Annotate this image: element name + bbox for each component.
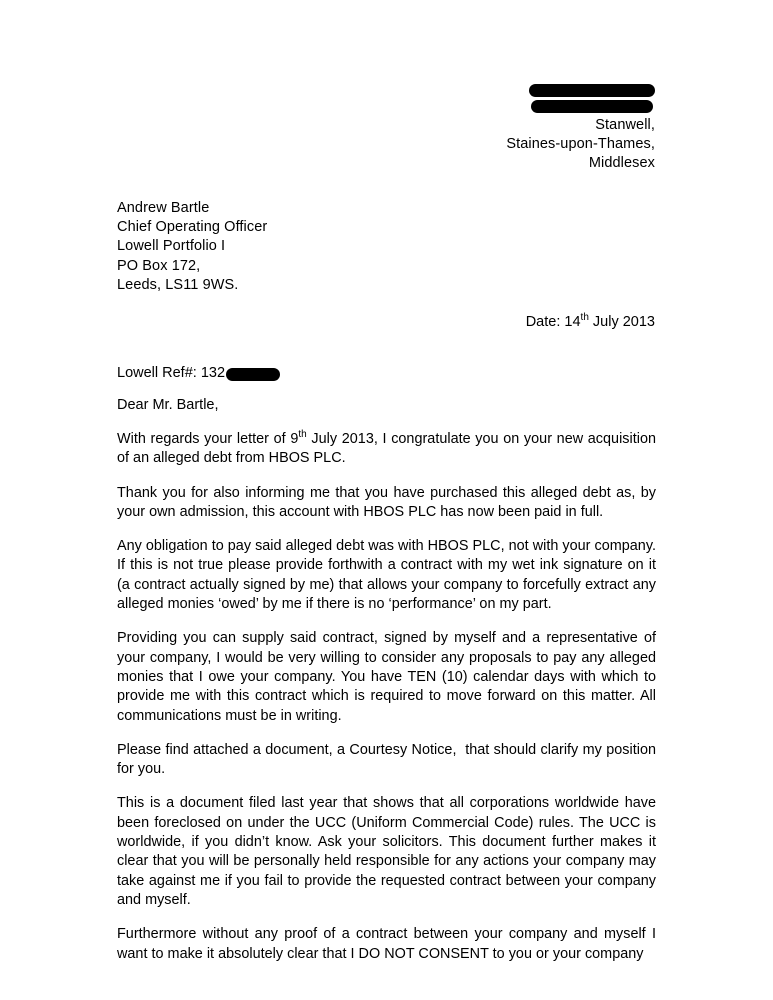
redaction-bar-sender-line-1 — [529, 84, 655, 97]
date-line — [117, 313, 655, 332]
sender-address-lines — [117, 116, 655, 173]
body-paragraph-ten-days: Providing you can supply said contract, signed by myself and a representative of your company, I would be very willing to consider any proposals to pay any alleged monies that I owe your company. You have TEN (10) calendar days with which to provide me with this contract which is required to move forward on this matter. All communications must be in writing. — [117, 630, 661, 724]
reference-visible-digits: 132 — [200, 365, 226, 381]
body-paragraph-courtesy-notice: Please find attached a document, a Courtesy Notice, that should clarify my position for you. — [117, 741, 661, 778]
date-month-year: July 2013 — [592, 314, 655, 330]
recipient-company: Lowell Portfolio I — [117, 238, 226, 255]
recipient-address-line: PO Box 172, — [117, 257, 201, 274]
body-paragraph-acquisition — [117, 429, 661, 469]
ordinal-suffix: th — [298, 429, 307, 441]
body-paragraph-ucc: This is a document filed last year that shows that all corporations worldwide have been foreclosed on under the UCC (Uniform Commercial Code) rules. The UCC is worldwide, if you didn’t know. Ask your solicitors. This document further makes it clear that you will be personally held responsible for any actions your company may take against me if you fail to provide the requested contract between your company and myself. — [117, 795, 661, 908]
body-paragraph-paid-in-full: Thank you for also informing me that you have purchased this alleged debt as, by your own admission, this account with HBOS PLC has now been paid in full. — [117, 484, 661, 520]
sender-redaction-group — [117, 84, 655, 113]
reference-line — [117, 364, 655, 383]
sender-address-block — [117, 84, 655, 173]
sender-address-line: Staines-upon-Thames, — [506, 136, 655, 152]
body-paragraph-do-not-consent: Furthermore without any proof of a contract between your company and myself I want to make it absolutely clear that I DO NOT CONSENT to you or your company — [117, 926, 661, 962]
paragraph-segment: July 2013, I congratulate you on your new acquisition of an alleged debt from HBOS PLC. — [117, 431, 661, 467]
redaction-bar-reference-number — [226, 368, 280, 381]
date-label: Date: — [525, 314, 561, 330]
recipient-address-line: Leeds, LS11 9WS. — [117, 276, 239, 293]
letter-body — [117, 429, 661, 964]
date-day: 14 — [564, 314, 581, 330]
sender-address-line: Middlesex — [588, 155, 655, 171]
sender-address-line: Stanwell, — [595, 117, 655, 133]
redaction-bar-sender-line-2 — [531, 100, 653, 113]
date-ordinal-suffix: th — [580, 312, 589, 324]
recipient-name: Andrew Bartle — [117, 200, 210, 216]
reference-label: Lowell Ref#: — [117, 365, 197, 381]
recipient-address-block — [117, 199, 517, 295]
body-paragraph-obligation: Any obligation to pay said alleged debt was with HBOS PLC, not with your company. If this is not true please provide forthwith a contract with my wet ink signature on it (a contract actually signed by me) that allows your company to forcefully extract any alleged monies ‘owed’ by me if there is no ‘performance’ on my part. — [117, 538, 661, 613]
recipient-title: Chief Operating Officer — [117, 219, 268, 236]
paragraph-segment: With regards your letter of 9 — [117, 431, 299, 447]
salutation: Dear Mr. Bartle, — [117, 397, 219, 413]
